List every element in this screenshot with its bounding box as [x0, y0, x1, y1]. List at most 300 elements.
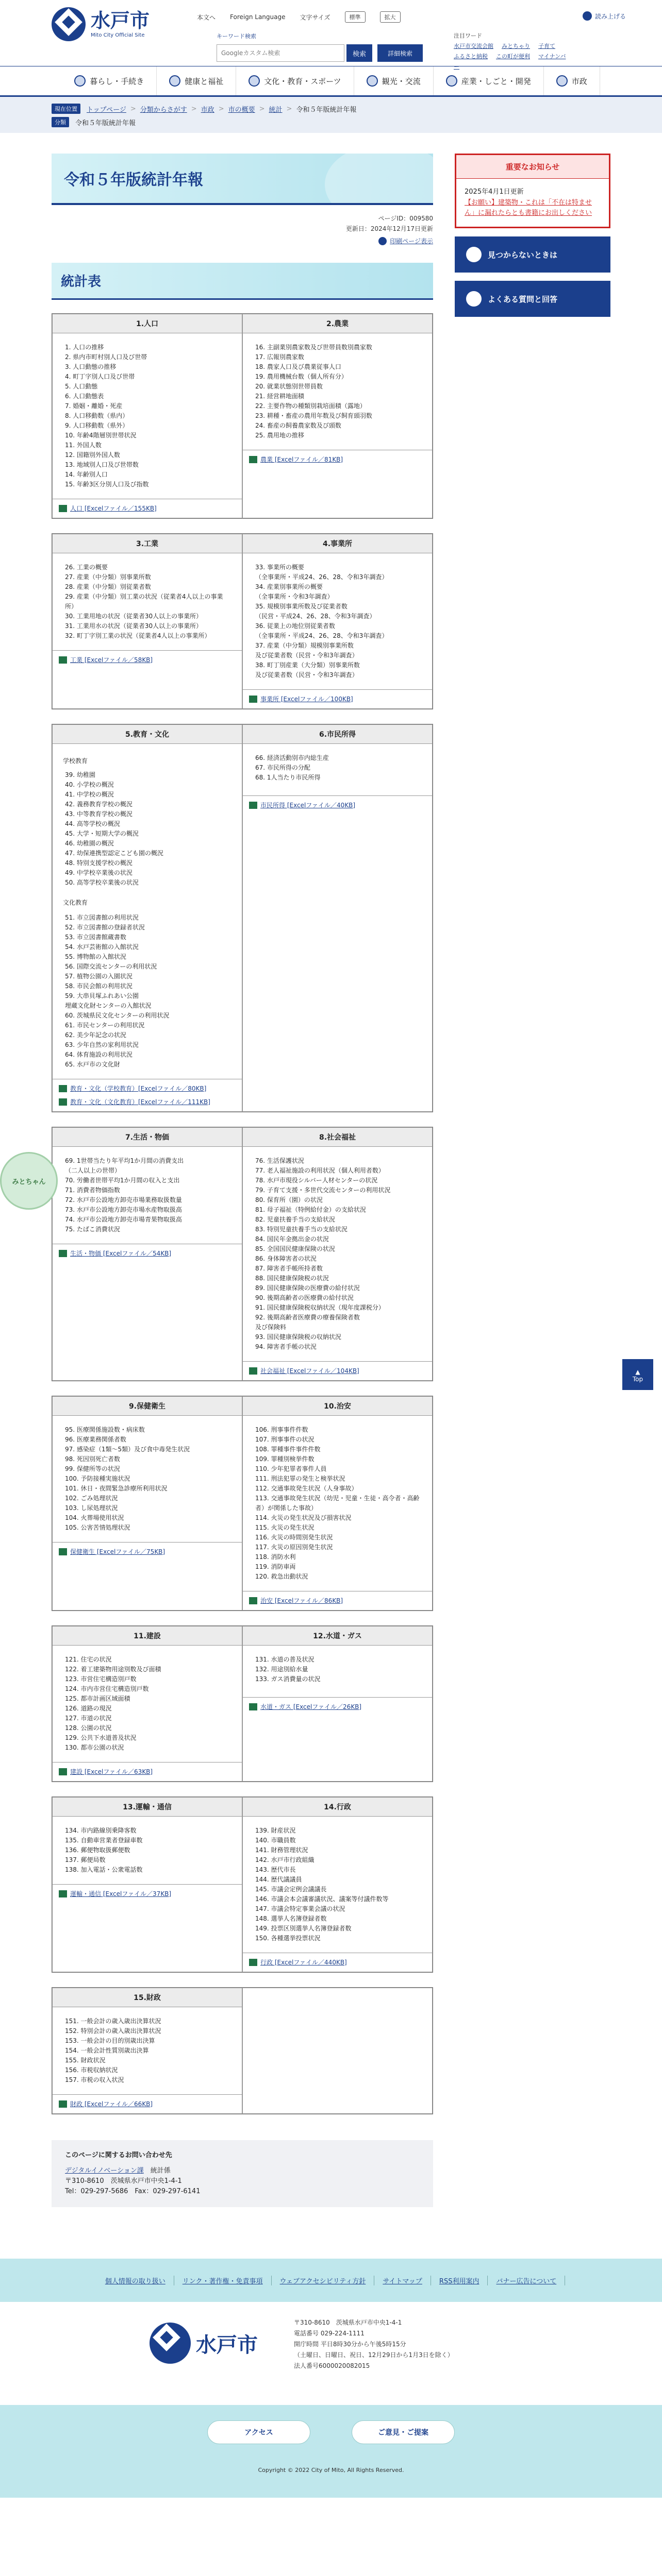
stat-item: 107. 刑事事件の状況 [255, 1436, 315, 1443]
stat-item: 17. 広報別農家数 [255, 353, 304, 361]
excel-download-link[interactable]: 人口 [Excelファイル／155KB] [70, 505, 157, 512]
language-link[interactable]: Foreign Language [230, 13, 286, 21]
footer-link[interactable]: 個人情報の取り扱い [97, 2276, 174, 2285]
utility-links [197, 11, 401, 23]
gnav-item-life[interactable] [62, 66, 157, 95]
stat-item: 113. 交通事故発生状況（幼児・児童・生徒・高令者・高齢者）が関係した事故） [255, 1495, 420, 1512]
stat-item: 24. 畜産の飼養農家数及び頭数 [255, 422, 341, 429]
stat-item: 81. 母子福祉（特例給付金）の支給状況 [255, 1206, 366, 1213]
stat-table-cell [242, 534, 433, 709]
city-icon [556, 75, 568, 87]
stat-item: 9. 人口移動数（県外） [65, 422, 129, 429]
stat-table-grid [52, 1987, 433, 2114]
stat-item: 135. 自動車営業者登録車数 [65, 1837, 143, 1844]
stat-item: 112. 交通事故発生状況（人身事故） [255, 1485, 358, 1492]
stat-item: 30. 工業用地の状況（従業者30人以上の事業所） [65, 613, 203, 620]
stat-item: 105. 公害苦情処理状況 [65, 1524, 130, 1531]
stat-item: 108. 罪種事件事件件数 [255, 1446, 321, 1453]
stat-item: 134. 市内路線別乗降客数 [65, 1827, 137, 1834]
stat-table-grid [52, 724, 433, 1112]
stat-table-grid [52, 1127, 433, 1381]
stat-item: 125. 都市計画区域面積 [65, 1695, 130, 1702]
page-meta [52, 213, 433, 248]
stat-item: 144. 歴代議議員 [255, 1876, 302, 1883]
breadcrumb-link[interactable]: 市の概要 [228, 106, 255, 114]
stat-subheading: 学校教育 [63, 757, 88, 765]
excel-file-icon [59, 1085, 67, 1092]
stat-item-list [53, 1646, 242, 1762]
stat-item: 38. 町丁別産業（大分類）別事業所数 及び従業者数（民営・令和3年調査） [255, 662, 360, 679]
excel-file-icon [249, 696, 257, 703]
stat-item: 4. 町丁字別人口及び世帯 [65, 373, 135, 380]
excel-download [53, 2094, 242, 2113]
stat-item: 18. 農家人口及び農業従事人口 [255, 363, 341, 370]
stat-item: 99. 保健所等の状況 [65, 1465, 120, 1472]
notice-date: 2025年4月1日更新 [465, 188, 524, 196]
excel-download [243, 450, 432, 469]
stat-item: 15. 年齢3区分別人口及び指数 [65, 481, 149, 488]
stat-item: 54. 水戸芸術館の入館状況 [65, 943, 139, 951]
stat-item: 122. 着工建築物用途別数及び面積 [65, 1666, 161, 1673]
stat-item: 157. 市税の収入状況 [65, 2076, 124, 2083]
stat-item-list [53, 1147, 242, 1244]
mito-logo-icon [150, 2323, 191, 2364]
contact-title: このページに関するお問い合わせ先 [65, 2151, 172, 2159]
excel-download [53, 1079, 242, 1111]
stat-item-list [53, 553, 242, 650]
stat-item: 73. 水戸市公設地方卸売市場水産物取扱高 [65, 1206, 182, 1213]
stat-item: 60. 茨城県民文化センターの利用状況 [65, 1012, 170, 1019]
trend-word[interactable]: この町が便利 [496, 53, 530, 60]
excel-download-link[interactable]: 生活・物価 [Excelファイル／54KB] [70, 1250, 172, 1257]
excel-download [53, 650, 242, 669]
keyword-label: キーワード検索 [217, 33, 256, 40]
stat-item: 127. 市道の状況 [65, 1715, 112, 1722]
stat-item: 58. 市民会館の利用状況 [65, 982, 133, 990]
stat-item: 111. 刑法犯罪の発生と検挙状況 [255, 1475, 345, 1482]
stat-item: 152. 特別会計の歳入歳出決算状況 [65, 2027, 161, 2035]
breadcrumb-link[interactable]: 分類からさがす [140, 106, 187, 114]
stat-item: 101. 休日・夜間緊急診療所利用状況 [65, 1485, 168, 1492]
skip-link[interactable]: 本文へ [197, 13, 216, 21]
question-icon [466, 247, 482, 262]
stat-item: 133. ガス消費量の状況 [255, 1675, 321, 1683]
stat-item: 138. 加入電話・公衆電話数 [65, 1866, 143, 1873]
stat-table-cell [52, 1988, 242, 2114]
excel-file-icon [59, 2100, 67, 2108]
stat-item: 2. 県内市町村別人口及び世帯 [65, 353, 147, 361]
gnav-item-health[interactable] [157, 66, 236, 95]
stat-item: 51. 市立図書館の利用状況 [65, 914, 139, 921]
stat-item: 76. 生活保護状況 [255, 1157, 304, 1164]
stat-table-cell [52, 1626, 242, 1782]
stat-item-list [53, 1416, 242, 1542]
stat-table-cell [52, 724, 242, 1112]
breadcrumb-bar [0, 97, 662, 133]
gnav-label: 産業・しごと・開発 [461, 76, 531, 86]
stat-item: 145. 市議会定例会議議長 [255, 1886, 327, 1893]
stat-item: 137. 郵便局数 [65, 1856, 106, 1863]
access-button[interactable]: アクセス [207, 2420, 310, 2444]
excel-download-link[interactable]: 行政 [Excelファイル／440KB] [260, 1959, 347, 1966]
stat-item: 114. 火災の発生状況及び損害状況 [255, 1514, 352, 1521]
tourism-icon [367, 75, 378, 87]
stat-item: 132. 用途別給水量 [255, 1666, 308, 1673]
stat-table-cell [242, 314, 433, 518]
not-found-button[interactable] [455, 236, 610, 273]
stat-item: 13. 地域別人口及び世帯数 [65, 461, 139, 468]
excel-file-icon [59, 1890, 67, 1897]
stat-item: 11. 外国人数 [65, 442, 102, 449]
mito-logo-icon [52, 7, 86, 41]
stat-category-header: 9.保健衛生 [53, 1397, 242, 1416]
category-row [52, 115, 610, 129]
stat-table-cell [242, 1396, 433, 1611]
font-size-label: 文字サイズ [300, 13, 330, 21]
trend-word[interactable]: 子育て [538, 43, 555, 49]
stat-tables [52, 313, 433, 2114]
stat-item: 23. 耕種・畜産の農用年数及び飼育頭羽数 [255, 412, 372, 419]
stat-item: 56. 国際交流センターの利用状況 [65, 963, 157, 970]
print-link[interactable] [378, 236, 433, 246]
gnav-label: 観光・交流 [382, 76, 421, 86]
page-id: ページID：009580 [378, 215, 433, 222]
stat-item: 39. 幼稚園 [65, 771, 95, 778]
excel-download-link[interactable]: 農業 [Excelファイル／81KB] [260, 456, 343, 463]
read-aloud-button[interactable] [583, 11, 626, 21]
excel-download [243, 795, 432, 815]
excel-download-link[interactable]: 財政 [Excelファイル／66KB] [70, 2100, 153, 2108]
logo-name: 水戸市 [91, 9, 150, 32]
life-icon [74, 75, 86, 87]
stat-item: 103. し尿処理状況 [65, 1504, 118, 1512]
stat-item: 117. 火災の原因別発生状況 [255, 1544, 333, 1551]
stat-table-cell [242, 1797, 433, 1972]
stat-category-header: 14.行政 [243, 1798, 432, 1817]
faq-label: よくある質問と回答 [488, 294, 558, 304]
stat-item: 106. 刑事事件件数 [255, 1426, 308, 1433]
stat-table-cell [242, 1626, 433, 1782]
excel-file-icon [249, 1703, 257, 1710]
important-notice [455, 154, 610, 228]
health-icon [169, 75, 180, 87]
stat-item: 14. 年齢別人口 [65, 471, 108, 478]
stat-table-cell [242, 1988, 433, 2114]
stat-item: 156. 市税収納状況 [65, 2066, 118, 2074]
stat-item: 147. 市議会特定事業会議の状況 [255, 1905, 345, 1912]
contact-dept-link[interactable]: デジタルイノベーション課 [65, 2167, 144, 2175]
breadcrumb-link[interactable]: 統計 [269, 106, 283, 114]
stat-item: 47. 幼保連携型認定こども園の概況 [65, 850, 163, 857]
stat-item: 70. 労働者世帯平均1か月間の収入と支出 [65, 1177, 180, 1184]
stat-item: 34. 産業別事業所の概要 （全事業所・令和3年調査） [255, 583, 334, 600]
stat-item: 90. 後期高齢者の医療費の給付状況 [255, 1294, 354, 1301]
excel-download-link[interactable]: 工業 [Excelファイル／58KB] [70, 656, 153, 664]
excel-download-link[interactable]: 治安 [Excelファイル／86KB] [260, 1597, 343, 1604]
search-input[interactable] [217, 44, 344, 62]
stat-item-list [243, 744, 432, 795]
stat-item-list [53, 1817, 242, 1884]
excel-download-link[interactable]: 教育・文化（文化教育）[Excelファイル／111KB] [70, 1098, 210, 1106]
excel-download [53, 1762, 242, 1781]
stat-item: 64. 体育施設の利用状況 [65, 1051, 133, 1058]
stat-category-header: 1.人口 [53, 314, 242, 333]
back-to-top-button[interactable]: ▲ Top [622, 1359, 653, 1390]
excel-download-link[interactable]: 運輸・通信 [Excelファイル／37KB] [70, 1890, 172, 1897]
font-normal-button[interactable]: 標準 [345, 11, 366, 23]
stat-item: 28. 産業（中分類）別従業者数 [65, 583, 151, 590]
stat-table-grid [52, 1625, 433, 1782]
excel-download-link[interactable]: 保健衛生 [Excelファイル／75KB] [70, 1548, 166, 1555]
stat-item: 93. 国民健康保険税の収納状況 [255, 1333, 341, 1341]
footer-link[interactable]: RSS利用案内 [431, 2276, 488, 2285]
stat-category-header: 15.財政 [53, 1988, 242, 2007]
stat-item: 142. 水戸市行政組織 [255, 1856, 315, 1863]
stat-item: 100. 予防接種実施状況 [65, 1475, 130, 1482]
stat-item: 49. 中学校卒業後の状況 [65, 869, 133, 876]
footer-link[interactable]: バナー広告について [488, 2276, 565, 2285]
stat-item: 124. 市内市営住宅構造別戸数 [65, 1685, 149, 1692]
stat-item: 128. 公園の状況 [65, 1724, 112, 1732]
stat-item: 94. 障害者手帳の状況 [255, 1343, 317, 1350]
stat-item-list [243, 333, 432, 450]
excel-file-icon [249, 1959, 257, 1966]
stat-category-header: 5.教育・文化 [53, 725, 242, 744]
stat-item: 7. 婚姻・離婚・死産 [65, 402, 123, 410]
excel-download-link[interactable]: 社会福祉 [Excelファイル／104KB] [260, 1367, 359, 1375]
print-icon [378, 237, 387, 245]
excel-download [53, 499, 242, 518]
stat-item: 55. 博物館の入館状況 [65, 953, 126, 960]
excel-file-icon [59, 505, 67, 512]
excel-download [243, 1591, 432, 1610]
stat-item: 75. たばこ消費状況 [65, 1226, 120, 1233]
gnav-item-culture[interactable] [236, 66, 354, 95]
stat-item-list [53, 333, 242, 499]
stat-item: 67. 市民所得の分配 [255, 764, 310, 771]
stat-item: 53. 市立図書館蔵書数 [65, 934, 126, 941]
excel-download [53, 1244, 242, 1263]
stat-item: 121. 住宅の状況 [65, 1656, 112, 1663]
stat-item: 89. 国民健康保険の医療費の給付状況 [255, 1284, 360, 1292]
excel-file-icon [249, 802, 257, 809]
stat-item: 153. 一般会計の目的別歳出決算 [65, 2037, 155, 2044]
stat-item: 46. 幼稚園の概況 [65, 840, 114, 847]
stat-item: 95. 医療関係施設数・病床数 [65, 1426, 145, 1433]
copyright: Copyright © 2022 City of Mito, All Rights Reserved. [0, 2467, 662, 2498]
stat-item: 131. 水道の普及状況 [255, 1656, 315, 1663]
stat-table-grid [52, 1797, 433, 1973]
site-logo[interactable] [52, 7, 150, 41]
opinion-button[interactable]: ご意見・ご提案 [352, 2420, 455, 2444]
stat-item: 72. 水戸市公設地方卸売市場業務取扱数量 [65, 1196, 182, 1204]
contact-box [52, 2140, 433, 2207]
stat-item: 61. 市民センターの利用状況 [65, 1022, 145, 1029]
excel-download-link[interactable]: 事業所 [Excelファイル／100KB] [260, 696, 353, 703]
excel-download-link[interactable]: 建設 [Excelファイル／63KB] [70, 1768, 153, 1775]
stat-table-cell [52, 1797, 242, 1972]
section-heading: 統計表 [52, 263, 433, 300]
stat-item: 20. 就業状態別世帯員数 [255, 383, 323, 390]
stat-item: 32. 町丁字別工業の状況（従業者4人以上の事業所） [65, 632, 211, 639]
contact-address: 〒310-8610 茨城県水戸市中央1-4-1 [65, 2177, 182, 2185]
stat-category-header: 8.社会福祉 [243, 1128, 432, 1147]
speaker-icon [583, 11, 592, 21]
gnav-label: 暮らし・手続き [90, 76, 144, 86]
stat-item: 140. 市職員数 [255, 1837, 296, 1844]
stat-item: 6. 人口動態表 [65, 393, 104, 400]
stat-category-header: 12.水道・ガス [243, 1626, 432, 1646]
stat-item: 110. 少年犯罪者事件人員 [255, 1465, 327, 1472]
stat-item: 31. 工業用水の状況（従業者30人以上の事業所） [65, 622, 203, 630]
excel-download [53, 1884, 242, 1903]
excel-download-link[interactable]: 水道・ガス [Excelファイル／26KB] [260, 1703, 362, 1710]
gnav-item-tourism[interactable] [354, 66, 434, 95]
stat-item: 57. 植物公園の入園状況 [65, 973, 133, 980]
read-aloud-label: 読み上げる [595, 12, 626, 20]
footer-address [294, 2317, 454, 2371]
advanced-search-button[interactable]: 詳細検索 [377, 44, 423, 62]
stat-item-list [243, 1817, 432, 1953]
footer-logo-name: 水戸市 [196, 2333, 258, 2357]
stat-item-list [243, 1147, 432, 1361]
stat-item: 63. 少年自然の家利用状況 [65, 1041, 139, 1048]
stat-item: 10. 年齢4階層別世帯状況 [65, 432, 137, 439]
stat-item: 8. 人口移動数（県内） [65, 412, 129, 419]
footer-link[interactable]: ウェブアクセシビリティ方針 [272, 2276, 375, 2285]
excel-file-icon [59, 656, 67, 664]
footer-address-line: 〒310-8610 茨城県水戸市中央1-4-1 [294, 2319, 402, 2326]
stat-item: 104. 火葬場使用状況 [65, 1514, 124, 1521]
stat-item: 146. 市議会本会議審議状況、議案等付議件数等 [255, 1895, 389, 1903]
stat-item: 141. 財務管理状況 [255, 1846, 308, 1854]
stat-table-grid [52, 1396, 433, 1611]
stat-item: 66. 経済活動別市内総生産 [255, 754, 329, 761]
excel-file-icon [59, 1548, 67, 1555]
stat-table-cell [52, 534, 242, 709]
stat-item: 16. 主副業別農家数及び世帯員数別農家数 [255, 344, 372, 351]
search-button[interactable]: 検索 [346, 44, 372, 62]
gnav-label: 文化・教育・スポーツ [264, 76, 341, 86]
culture-icon [249, 75, 260, 87]
contact-section: 統計係 [150, 2167, 171, 2175]
stat-item: 71. 消費者物価指数 [65, 1187, 120, 1194]
stat-item: 44. 高等学校の概況 [65, 820, 120, 827]
stat-item: 77. 老人福祉施設の利用状況（個人利用者数） [255, 1167, 385, 1174]
contact-tel: Tel：029-297-5686 Fax：029-297-6141 [65, 2188, 201, 2195]
category-tag: 分類 [52, 117, 69, 127]
stat-item: 88. 国民健康保険税の状況 [255, 1275, 329, 1282]
excel-download [53, 1542, 242, 1561]
search-box [217, 44, 423, 62]
stat-item: 43. 中等教育学校の概況 [65, 810, 133, 818]
stat-item: 5. 人口動態 [65, 383, 98, 390]
stat-item: 78. 水戸市現役シルバー人材センターの状況 [255, 1177, 378, 1184]
trend-word[interactable]: 水戸市交流会館 [454, 43, 493, 49]
stat-item: 96. 医療業務関係者数 [65, 1436, 126, 1443]
stat-item: 52. 市立図書館の登録者状況 [65, 924, 145, 931]
stat-item: 118. 消防水利 [255, 1553, 296, 1561]
stat-item: 3. 人口動態の推移 [65, 363, 117, 370]
stat-item: 115. 火災の発生状況 [255, 1524, 315, 1531]
stat-category-header: 13.運輸・通信 [53, 1798, 242, 1817]
excel-download-link[interactable]: 教育・文化（学校教育）[Excelファイル／80KB] [70, 1085, 207, 1092]
logo-subtitle: Mito City Official Site [91, 32, 145, 38]
sidebar [455, 154, 610, 2207]
excel-file-icon [249, 1367, 257, 1375]
stat-category-header: 7.生活・物価 [53, 1128, 242, 1147]
not-found-label: 見つからないときは [488, 250, 558, 260]
stat-item-list [53, 744, 242, 1079]
mascot-label: みとちゃん [12, 1178, 46, 1186]
stat-item: 25. 農用地の推移 [255, 432, 304, 439]
footer-address-line: （土曜日、日曜日、祝日、12月29日から1月3日を除く） [294, 2351, 454, 2359]
industry-icon [446, 75, 457, 87]
stat-category-header: 10.治安 [243, 1397, 432, 1416]
stat-item: 136. 郵便物取扱郵便数 [65, 1846, 130, 1854]
notice-link[interactable]: 【お願い】建築物・これは「不在は特ません」に漏れたらとも書籍にお出しください [465, 199, 592, 217]
trend-word[interactable]: みとちゃり [502, 43, 530, 49]
trend-word[interactable]: ふるさと納税 [454, 53, 488, 60]
stat-table-cell [242, 724, 433, 1112]
stat-item: 80. 保育所（園）の状況 [255, 1196, 323, 1204]
faq-button[interactable] [455, 281, 610, 317]
stat-item: 102. ごみ処理状況 [65, 1495, 118, 1502]
stat-item: 12. 国籍別外国人数 [65, 451, 120, 459]
stat-item: 87. 障害者手帳所持者数 [255, 1265, 323, 1272]
faq-icon [466, 291, 482, 307]
excel-file-icon [249, 1597, 257, 1604]
footer-links [0, 2259, 662, 2302]
font-large-button[interactable]: 拡大 [380, 11, 401, 23]
stat-item-list [53, 2007, 242, 2094]
stat-item: 155. 財政状況 [65, 2057, 106, 2064]
excel-download [243, 1953, 432, 1972]
gnav-label: 市政 [571, 76, 587, 86]
stat-item: 149. 投票区別選挙人名簿登録者数 [255, 1925, 352, 1932]
footer-link[interactable]: サイトマップ [374, 2276, 431, 2285]
stat-table-grid [52, 533, 433, 709]
stat-item: 26. 工業の概要 [65, 564, 108, 571]
excel-download-link[interactable]: 市民所得 [Excelファイル／40KB] [260, 802, 356, 809]
breadcrumb-link[interactable]: 市政 [201, 106, 214, 114]
footer-link[interactable]: リンク・著作権・免責事項 [174, 2276, 272, 2285]
stat-item: 92. 後期高齢者医療費の療養保険者数 及び保険料 [255, 1314, 360, 1331]
stat-item: 42. 義務教育学校の概況 [65, 801, 133, 808]
stat-item: 91. 国民健康保険税収納状況（現年度課税分） [255, 1304, 385, 1311]
stat-item: 33. 事業所の概要 （全事業所・平成24、26、28、令和3年調査） [255, 564, 388, 581]
breadcrumb-link[interactable]: トップページ [87, 106, 126, 114]
stat-item: 126. 道路の現況 [65, 1705, 112, 1712]
notice-title: 重要なお知らせ [456, 155, 609, 179]
mascot-banner[interactable] [0, 1152, 62, 1214]
mascot-icon [0, 1152, 58, 1210]
site-header [0, 0, 662, 70]
excel-download [243, 689, 432, 708]
excel-file-icon [59, 1098, 67, 1106]
stat-subheading: 文化教育 [63, 899, 88, 906]
excel-file-icon [59, 1768, 67, 1775]
stat-item: 37. 産業（中分類）規模別事業所数 及び従業者数（民営・令和3年調査） [255, 642, 358, 659]
stat-item: 69. 1世帯当たり年平均1か月間の消費支出 （二人以上の世帯） [65, 1157, 184, 1174]
stat-item: 35. 規模別事業所数及び従業者数 （民営・平成24、26、28、令和3年調査） [255, 603, 376, 620]
trend-word[interactable]: マイナンバー [454, 53, 566, 70]
excel-file-icon [249, 456, 257, 463]
stat-item: 27. 産業（中分類）別事業所数 [65, 573, 151, 581]
stat-item: 29. 産業（中分類）別工業の状況（従業者4人以上の事業所） [65, 593, 223, 610]
stat-item: 86. 身体障害者の状況 [255, 1255, 317, 1262]
stat-item: 123. 市営住宅構造別戸数 [65, 1675, 137, 1683]
